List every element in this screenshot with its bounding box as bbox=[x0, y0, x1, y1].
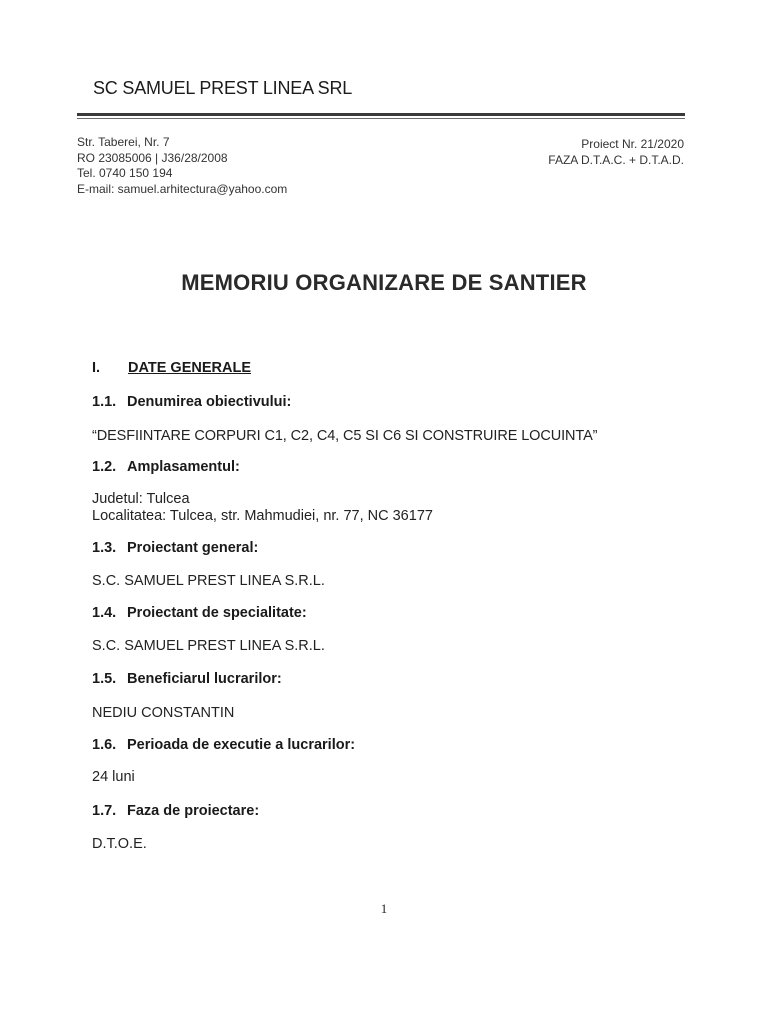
company-name: SC SAMUEL PREST LINEA SRL bbox=[93, 78, 353, 98]
item-number: 1.6. bbox=[92, 737, 117, 753]
item-heading bbox=[92, 803, 259, 819]
section-number: I. bbox=[92, 360, 101, 376]
item-value: D.T.O.E. bbox=[92, 836, 147, 852]
email: E-mail: samuel.arhitectura@yahoo.com bbox=[77, 181, 288, 196]
item-heading bbox=[92, 394, 291, 410]
address: Str. Taberei, Nr. 7 bbox=[77, 135, 170, 149]
contact-block bbox=[77, 135, 287, 197]
header-rule-thin bbox=[77, 118, 685, 119]
project-number: Proiect Nr. 21/2020 bbox=[581, 137, 684, 151]
item-number: 1.1. bbox=[92, 394, 117, 410]
section-heading bbox=[92, 360, 251, 376]
item-label: Proiectant general: bbox=[127, 540, 259, 556]
phone: Tel. 0740 150 194 bbox=[77, 166, 173, 180]
item-label: Amplasamentul: bbox=[127, 459, 240, 475]
document-title: MEMORIU ORGANIZARE DE SANTIER bbox=[181, 270, 587, 295]
item-number: 1.7. bbox=[92, 803, 117, 819]
item-label: Denumirea obiectivului: bbox=[127, 394, 292, 410]
item-number: 1.2. bbox=[92, 459, 117, 475]
item-value: S.C. SAMUEL PREST LINEA S.R.L. bbox=[92, 638, 325, 654]
item-value: 24 luni bbox=[92, 769, 135, 785]
registration: RO 23085006 | J36/28/2008 bbox=[77, 150, 228, 165]
item-value: S.C. SAMUEL PREST LINEA S.R.L. bbox=[92, 573, 325, 589]
item-value-line: Judetul: Tulcea bbox=[92, 491, 190, 507]
item-value: NEDIU CONSTANTIN bbox=[92, 705, 235, 721]
item-heading bbox=[92, 737, 355, 753]
item-number: 1.4. bbox=[92, 605, 117, 621]
section-title: DATE GENERALE bbox=[128, 360, 251, 376]
item-heading bbox=[92, 540, 258, 556]
item-label: Proiectant de specialitate: bbox=[127, 605, 307, 621]
item-heading bbox=[92, 459, 240, 475]
header-rule-thick bbox=[77, 113, 685, 116]
item-value-line: Localitatea: Tulcea, str. Mahmudiei, nr. 77, NC 36177 bbox=[92, 508, 433, 524]
project-phase: FAZA D.T.A.C. + D.T.A.D. bbox=[548, 152, 684, 167]
item-label: Beneficiarul lucrarilor: bbox=[127, 671, 282, 687]
item-value bbox=[92, 491, 433, 525]
item-value: “DESFIINTARE CORPURI C1, C2, C4, C5 SI C6 SI CONSTRUIRE LOCUINTA” bbox=[92, 428, 598, 444]
item-label: Faza de proiectare: bbox=[127, 803, 260, 819]
item-label: Perioada de executie a lucrarilor: bbox=[127, 737, 356, 753]
item-number: 1.3. bbox=[92, 540, 117, 556]
item-heading bbox=[92, 671, 282, 687]
item-number: 1.5. bbox=[92, 671, 117, 687]
item-heading bbox=[92, 605, 307, 621]
page-number: 1 bbox=[380, 901, 388, 916]
project-block bbox=[548, 137, 684, 168]
